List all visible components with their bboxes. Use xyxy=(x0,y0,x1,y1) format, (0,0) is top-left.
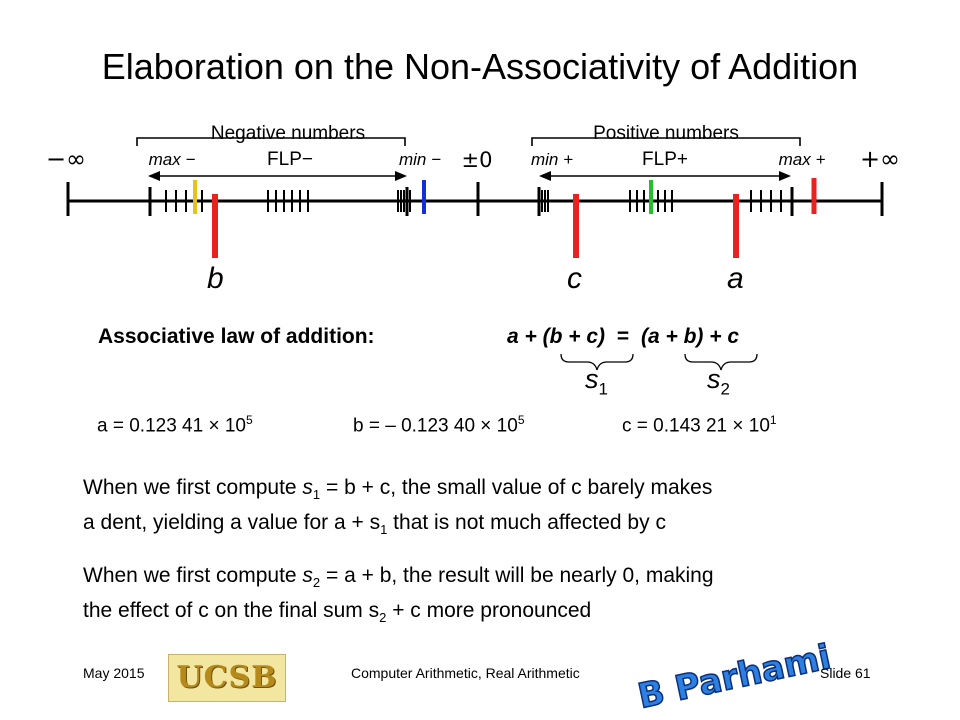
slide-title: Elaboration on the Non-Associativity of Addition xyxy=(101,46,859,87)
value-c-exponent: 1 xyxy=(769,413,777,427)
letter-b: b xyxy=(207,262,224,295)
paragraph-s2-line1 xyxy=(83,562,714,597)
p2-l1-b: = a + b, the result will be nearly 0, making xyxy=(320,564,714,587)
p2-l1-sub: 2 xyxy=(312,575,321,591)
value-b-exponent: 5 xyxy=(517,413,525,427)
p1-l1-sub: 1 xyxy=(312,487,321,503)
zero-label: ±0 xyxy=(461,148,493,172)
paragraph-s1 xyxy=(83,474,712,544)
value-a-exponent: 5 xyxy=(245,413,253,427)
number-line-diagram xyxy=(0,110,960,260)
value-a xyxy=(97,413,253,437)
p2-l2-a: the effect of c on the final sum s xyxy=(83,599,380,623)
min-neg-label: min − xyxy=(398,150,442,169)
p1-l2-sub: 1 xyxy=(380,522,388,538)
signature-logo xyxy=(634,637,835,717)
paragraph-s1-line1 xyxy=(83,474,712,509)
p1-l1-s: s xyxy=(302,476,313,499)
s1-symbol: s xyxy=(585,364,599,394)
flp-neg-arrow xyxy=(148,171,407,181)
value-b-text: b = – 0.123 40 × 10 xyxy=(353,415,518,437)
footer-slide-number: Slide 61 xyxy=(820,665,871,681)
p2-l2-b: + c more pronounced xyxy=(386,599,592,623)
ucsb-logo xyxy=(168,654,286,702)
p1-l1-a: When we first compute xyxy=(83,476,303,499)
flp-pos-arrow xyxy=(539,171,791,181)
footer-course: Computer Arithmetic, Real Arithmetic xyxy=(351,665,580,681)
value-c xyxy=(622,413,777,437)
value-a-text: a = 0.123 41 × 10 xyxy=(97,415,246,437)
p2-l1-a: When we first compute xyxy=(83,564,303,587)
s2-symbol: s xyxy=(707,364,721,394)
value-c-text: c = 0.143 21 × 10 xyxy=(622,415,770,437)
value-b xyxy=(353,413,525,437)
law-right-expression: (a + b) + c xyxy=(641,325,740,348)
flp-neg-label: FLP− xyxy=(267,149,313,170)
associative-law-expression xyxy=(507,325,739,349)
axis-ticks xyxy=(68,182,882,216)
flp-pos-label: FLP+ xyxy=(642,149,688,170)
paragraph-s1-line2 xyxy=(83,509,712,544)
svg-text:B Parhami: B Parhami xyxy=(634,637,835,717)
negative-numbers-label: Negative numbers xyxy=(210,123,366,144)
ucsb-logo-text: UCSB xyxy=(176,660,278,695)
associative-law-label: Associative law of addition: xyxy=(98,325,375,348)
s1-subscript: 1 xyxy=(598,379,608,399)
neg-infinity-label: −∞ xyxy=(45,145,87,173)
s2-subscript: 2 xyxy=(720,379,730,399)
positive-numbers-label: Positive numbers xyxy=(593,123,739,144)
min-pos-label: min + xyxy=(530,150,574,169)
p1-l1-b: = b + c, the small value of c barely makes xyxy=(320,476,713,499)
law-left-expression: a + (b + c) xyxy=(507,325,606,348)
s1-label xyxy=(585,364,608,399)
p1-l2-b: that is not much affected by c xyxy=(387,511,666,535)
pos-infinity-label: +∞ xyxy=(859,145,901,173)
p1-l2-a: a dent, yielding a value for a + s xyxy=(83,511,381,535)
letter-a: a xyxy=(727,262,744,295)
footer-date: May 2015 xyxy=(83,665,145,681)
max-neg-label: max − xyxy=(148,150,196,169)
max-pos-label: max + xyxy=(778,150,826,169)
paragraph-s2 xyxy=(83,562,714,632)
letter-c: c xyxy=(567,262,582,295)
law-equals: = xyxy=(616,325,630,348)
s2-label xyxy=(707,364,730,399)
paragraph-s2-line2 xyxy=(83,597,714,632)
p2-l2-sub: 2 xyxy=(379,610,387,626)
p2-l1-s: s xyxy=(302,564,313,587)
